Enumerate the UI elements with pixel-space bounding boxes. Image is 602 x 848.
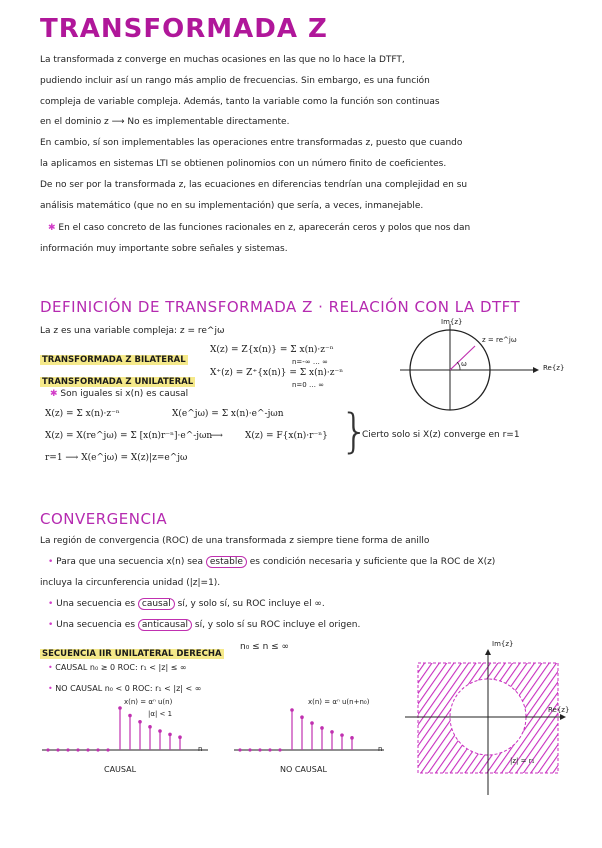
bilateral-formula: X(z) = Z{x(n)} = Σ x(n)·z⁻ⁿ [210,345,334,355]
stem-zero-dot [106,748,109,751]
stem2-formula: x(n) = αⁿ u(n+n₀) [308,698,370,706]
noncausal-item-text: NO CAUSAL n₀ < 0 ROC: r₁ < |z| < ∞ [55,684,202,693]
section-heading-definition: DEFINICIÓN DE TRANSFORMADA Z · RELACIÓN CON LA DTFT [40,298,521,316]
roc-re-label: Re{z} [548,706,570,714]
stem1-formula: x(n) = αⁿ u(n) [124,698,173,706]
eq2-left: X(z) = X(re^jω) = Σ [x(n)r⁻ⁿ]·e^-jωn [45,431,213,441]
bullet-icon: • [48,663,56,672]
re-axis-arrow [533,367,539,373]
bilateral-limits: n=-∞ … ∞ [292,358,328,366]
intro-line: en el dominio z ⟶ No es implementable directamente. [40,117,290,127]
note-line: información muy importante sobre señales y sistemas. [40,244,288,254]
eq3: r=1 ⟶ X(e^jω) = X(z)|z=e^jω [45,453,188,463]
eq1-right: X(e^jω) = Σ x(n)·e^-jωn [172,409,284,419]
iir-label-text: SECUENCIA IIR UNILATERAL DERECHA [42,649,222,659]
roc-line: La región de convergencia (ROC) de una transformada z siempre tiene forma de anillo [40,536,430,546]
im-label: Im{z} [441,318,463,326]
note-line [48,223,470,233]
stem-point [310,721,314,725]
stem-zero-dot [66,748,69,751]
z-variable-line: La z es una variable compleja: z = re^jω [40,326,225,336]
stem-zero-dot [56,748,59,751]
stem-zero-dot [268,748,271,751]
stem-zero-dot [248,748,251,751]
stem1-axis-label: n [198,745,203,753]
stem-point [340,733,344,737]
iir-range: n₀ ≤ n ≤ ∞ [240,642,290,652]
bullet-text: es condición necesaria y suficiente que la ROC de X(z) [249,557,496,567]
stem2-axis-label: n [378,745,383,753]
roc-re-arrow [560,714,566,720]
stem-zero-dot [86,748,89,751]
equal-note [50,389,188,399]
equal-note-text: Son iguales si x(n) es causal [60,389,189,399]
roc-plot [400,645,570,810]
bullet-icon: • [48,684,56,693]
roc-im-label: Im{z} [492,640,514,648]
bullet-anticausal [48,620,360,630]
z-label: z = re^jω [482,336,517,344]
stem1-caption: CAUSAL [104,765,137,774]
stem-point [290,708,294,712]
stem-point [300,715,304,719]
eq1-left: X(z) = Σ x(n)·z⁻ⁿ [45,409,120,419]
unilateral-label-text: TRANSFORMADA Z UNILATERAL [42,377,194,387]
stem1-alpha: |α| < 1 [148,710,173,718]
bullet-stable [48,557,495,567]
intro-line: compleja de variable compleja. Además, tanto la variable como la función son continuas [40,97,440,107]
stem-point [178,735,182,739]
stem-zero-dot [258,748,261,751]
stem-point [330,730,334,734]
note-text: En el caso concreto de las funciones racionales en z, aparecerán ceros y polos que nos dan [58,223,471,233]
anticausal-word: anticausal [138,619,192,631]
asterisk-icon: ✱ [50,389,61,399]
causal-item [48,663,187,672]
roc-im-arrow [485,649,491,655]
stem-point [168,733,172,737]
stem-zero-dot [46,748,49,751]
stem-zero-dot [278,748,281,751]
bullet-text: Para que una secuencia x(n) sea [56,557,203,567]
stem-point [148,725,152,729]
intro-line: análisis matemático (que no en su implementación) que sería, a veces, inmanejable. [40,201,424,211]
roc-radius-label: |z| = r₁ [510,757,535,765]
noncausal-item [48,684,201,693]
bullet-text: Una secuencia es [56,620,136,630]
eq2-right: X(z) = F{x(n)·r⁻ⁿ} [245,431,328,441]
bullet-causal [48,599,325,609]
causal-item-text: CAUSAL n₀ ≥ 0 ROC: r₁ < |z| ≤ ∞ [55,663,187,672]
intro-line: pudiendo incluir así un rango más amplio de frecuencias. Sin embargo, es una función [40,76,430,86]
bilateral-label-text: TRANSFORMADA Z BILATERAL [42,355,186,365]
intro-line: la aplicamos en sistemas LTI se obtienen polinomios con un número finito de coeficientes. [40,159,447,169]
intro-line: La transformada z converge en muchas ocasiones en las que no lo hace la DTFT, [40,55,405,65]
page-title: TRANSFORMADA Z [40,14,328,44]
omega-label: ω [461,360,467,368]
intro-line: En cambio, sí son implementables las operaciones entre transformadas z, puesto que cuando [40,138,463,148]
stem-zero-dot [76,748,79,751]
stem-point [320,726,324,730]
unilateral-formula: X⁺(z) = Z⁺{x(n)} = Σ x(n)·z⁻ⁿ [210,368,344,378]
re-label: Re{z} [543,364,565,372]
stem-zero-dot [96,748,99,751]
bullet-text: Una secuencia es [56,599,136,609]
stable-word: estable [206,556,247,568]
bullet-stable-cont: incluya la circunferencia unidad (|z|=1). [40,578,221,588]
iir-label [40,641,224,660]
stem-point [138,720,142,724]
brace-note: Cierto solo si X(z) converge en r=1 [362,430,520,440]
stem-point [118,706,122,710]
unilateral-label [40,369,195,388]
bilateral-label [40,347,188,366]
stem-point [158,729,162,733]
stem-point [128,714,132,718]
bullet-text: sí, y solo sí, su ROC incluye el ∞. [177,599,325,609]
bullet-icon: • [48,599,57,609]
eq2-right-arrow: ⟶ [210,431,223,441]
unilateral-limits: n=0 … ∞ [292,381,325,389]
section-heading-convergence: CONVERGENCIA [40,510,168,528]
bullet-icon: • [48,557,57,567]
stem2-caption: NO CAUSAL [280,765,327,774]
asterisk-icon: ✱ [48,223,59,233]
right-brace: } [340,404,370,458]
stem-zero-dot [238,748,241,751]
bullet-text: sí, y solo sí su ROC incluye el origen. [194,620,361,630]
intro-line: De no ser por la transformada z, las ecuaciones en diferencias tendrían una complejidad en su [40,180,468,190]
bullet-icon: • [48,620,57,630]
stem-point [350,736,354,740]
causal-word: causal [138,598,175,610]
